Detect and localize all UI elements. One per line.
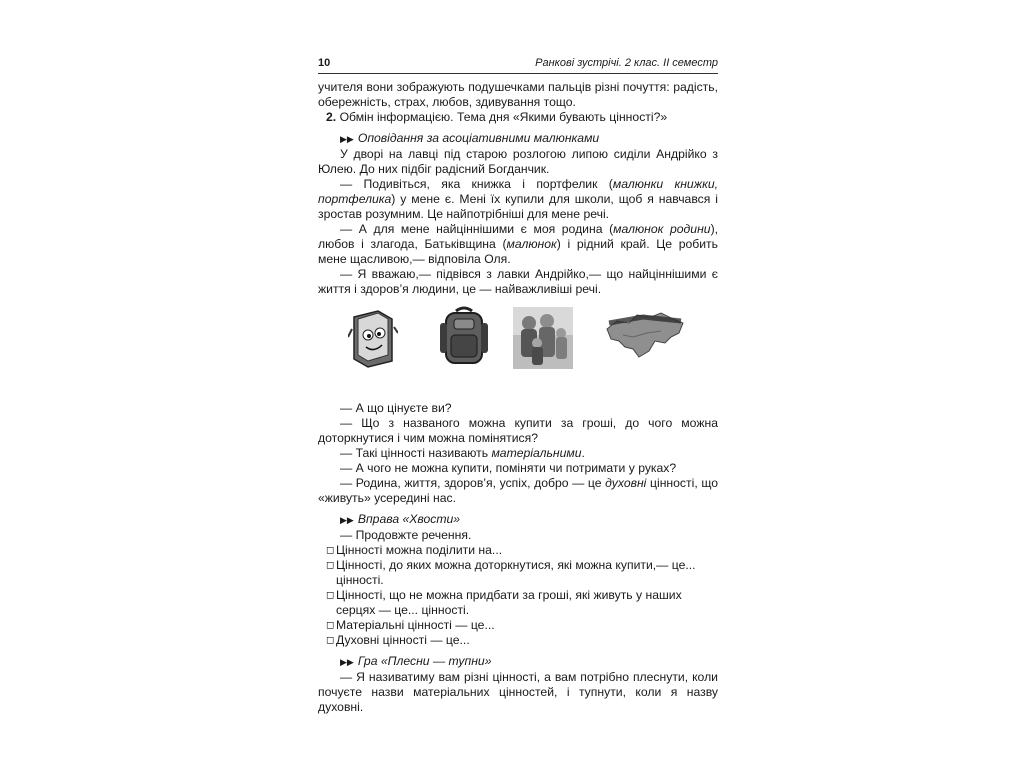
dialog-line: — Такі цінності називають матеріальними. (340, 446, 585, 460)
dialog-line: — А чого не можна купити, поміняти чи потримати у руках? (340, 461, 677, 475)
dialog-line: — А що цінуєте ви? (340, 401, 452, 415)
list-item: ◻ Цінності можна поділити на... (326, 543, 503, 557)
running-title: Ранкові зустрічі. 2 клас. II семестр (535, 57, 718, 69)
section-heading (318, 131, 718, 147)
checkbox-bullet-icon: ◻ (326, 620, 335, 631)
story-paragraph: — А для мене найціннішими є моя родина (малюнок родини), любов і злагода, Батьківщина (малюнок) і рідний край. Це робить мене щасливою,— відповіла Оля. (318, 222, 719, 266)
item-number: 2. (326, 110, 337, 124)
checkbox-bullet-icon: ◻ (326, 560, 335, 571)
list-item: ◻ Матеріальні цінності — це... (326, 618, 495, 632)
section-title: Оповідання за асоціативними малюнками (357, 131, 600, 145)
story-paragraph: У дворі на лавці під старою розлогою липою сиділи Андрійко з Юлею. До них підбіг радісний Богданчик. (318, 147, 718, 176)
book-character-icon (348, 307, 398, 369)
textbook-page (318, 56, 718, 715)
backpack-icon (438, 305, 490, 369)
dialog-line: — Родина, життя, здоров’я, успіх, добро — це духовні цінності, що «живуть» усередині нас. (318, 476, 718, 505)
exercise-lead: — Продовжте речення. (340, 528, 472, 542)
checkbox-bullet-icon: ◻ (326, 590, 335, 601)
checkbox-bullet-icon: ◻ (326, 635, 335, 646)
ukraine-map-icon (603, 311, 685, 361)
story-paragraph: — Я вважаю,— підвівся з лавки Андрійко,— що найціннішими є життя і здоров’я людини, це — найважливіші речі. (318, 267, 718, 296)
list-item: ◻ Цінності, що не можна придбати за гроші, які живуть у наших (326, 588, 682, 602)
double-arrow-icon: ▶▶ (340, 657, 354, 667)
section-heading (318, 654, 718, 670)
associative-pictures (318, 305, 718, 391)
page-number: 10 (318, 57, 331, 69)
list-item-continuation: цінності. (336, 573, 384, 587)
story-paragraph: — Подивіться, яка книжка і портфелик (малюнки книжки, портфелика) у мене є. Мені їх купили для школи, щоб я навчався і зростав розумним. Це найпотрібніші для мене речі. (318, 177, 719, 221)
list-item: ◻ Цінності, до яких можна доторкнутися, які можна купити,— це... (326, 558, 696, 572)
item-text: Обмін інформацією. Тема дня «Якими бувають цінності?» (339, 110, 668, 124)
list-item-continuation: серцях — це... цінності. (336, 603, 470, 617)
section-title: Вправа «Хвости» (357, 512, 461, 526)
page-header (318, 56, 718, 74)
section-heading (318, 512, 718, 528)
checkbox-bullet-icon: ◻ (326, 545, 335, 556)
family-photo-icon (513, 307, 573, 369)
intro-paragraph: учителя вони зображують подушечками пальців різні почуття: радість, обережність, страх, любов, здивування тощо. (318, 80, 718, 109)
double-arrow-icon: ▶▶ (340, 134, 354, 144)
item-2 (318, 110, 718, 125)
list-item: ◻ Духовні цінності — це... (326, 633, 470, 647)
double-arrow-icon: ▶▶ (340, 515, 354, 525)
game-paragraph: — Я називатиму вам різні цінності, а вам потрібно плеснути, коли почуєте назви матеріальних цінностей, і тупнути, коли я назву духовні. (318, 670, 718, 714)
dialog-line: — Що з названого можна купити за гроші, до чого можна доторкнутися і чим можна помінятися? (318, 416, 718, 445)
section-title: Гра «Плесни — тупни» (357, 654, 492, 668)
